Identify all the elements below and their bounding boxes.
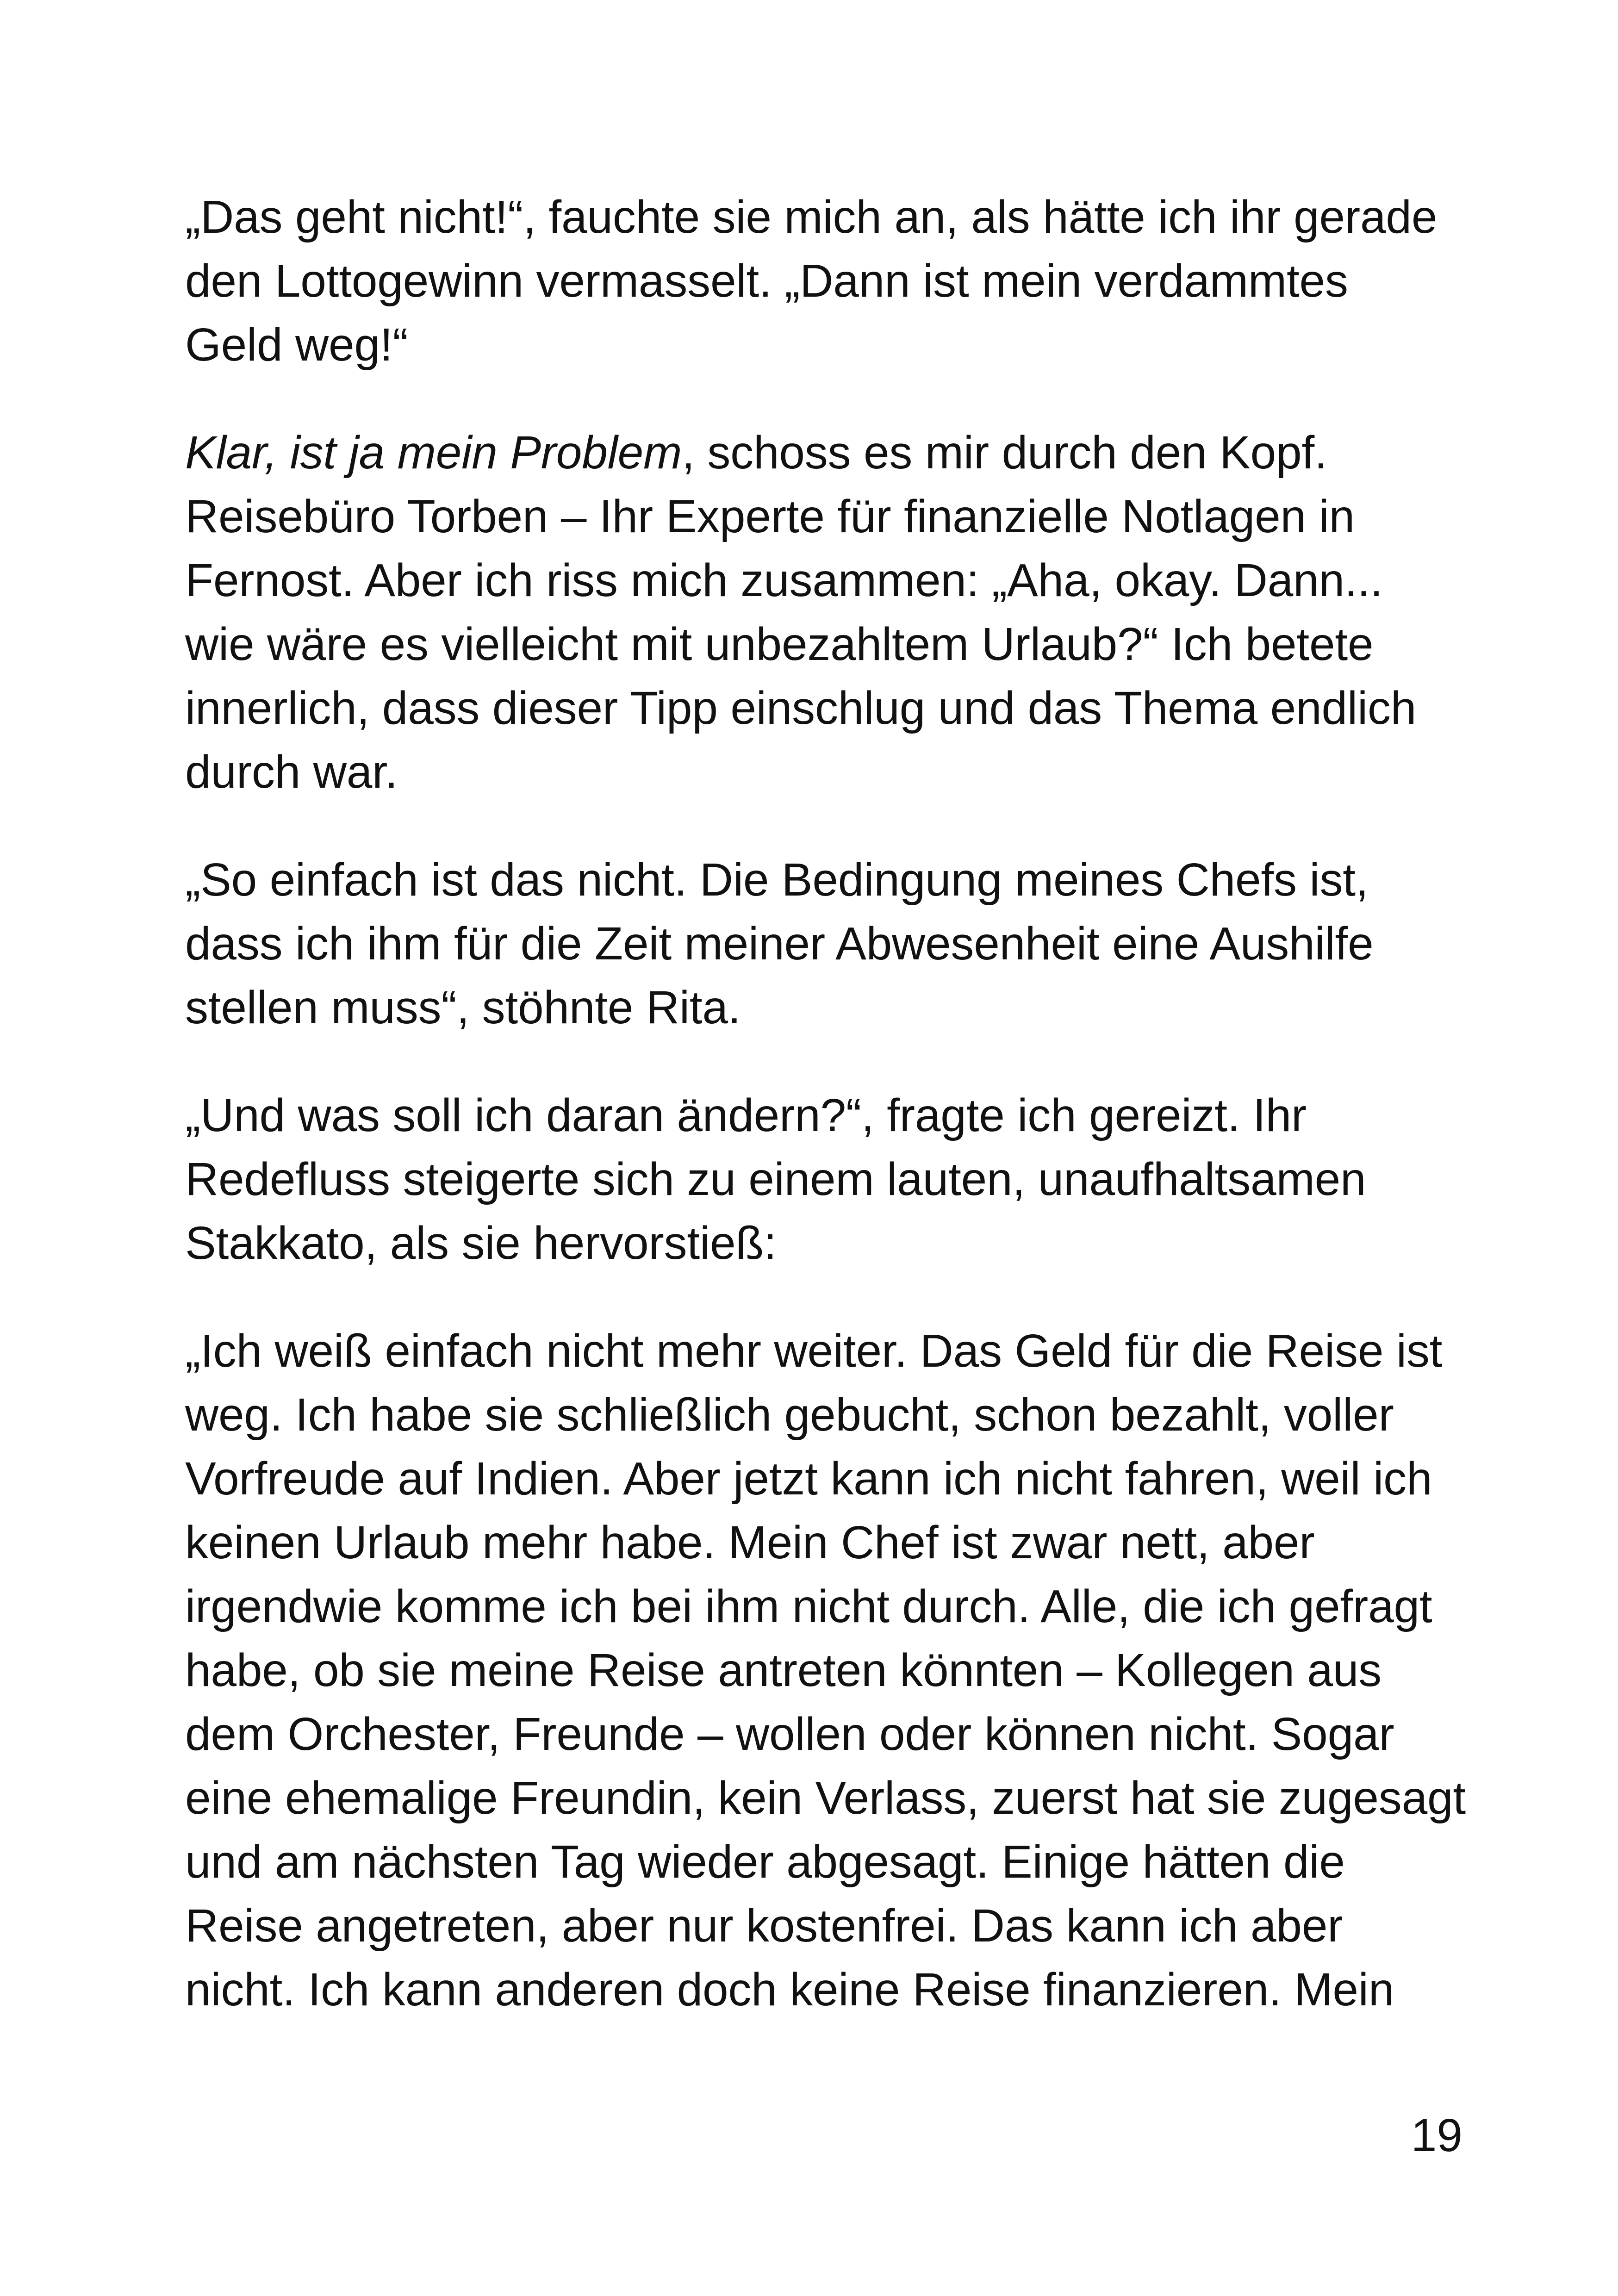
page-number: 19	[1411, 2109, 1462, 2161]
text-line: Vorfreude auf Indien. Aber jetzt kann ich nicht fahren, weil ich	[185, 1453, 1432, 1505]
paragraph	[185, 421, 1462, 804]
text-line: Reise angetreten, aber nur kostenfrei. Das kann ich aber	[185, 1900, 1343, 1952]
text-line: dass ich ihm für die Zeit meiner Abwesenheit eine Aushilfe	[185, 918, 1374, 970]
text-fragment: , schoss es mir durch den Kopf.	[682, 427, 1327, 479]
paragraph	[185, 1083, 1462, 1275]
text-line: nicht. Ich kann anderen doch keine Reise finanzieren. Mein	[185, 1964, 1394, 2016]
paragraph	[185, 848, 1462, 1039]
text-line: weg. Ich habe sie schließlich gebucht, schon bezahlt, voller	[185, 1389, 1394, 1441]
text-line: stellen muss“, stöhnte Rita.	[185, 982, 741, 1033]
text-line: „So einfach ist das nicht. Die Bedingung meines Chefs ist,	[185, 854, 1369, 906]
text-line: dem Orchester, Freunde – wollen oder können nicht. Sogar	[185, 1708, 1394, 1760]
text-line: keinen Urlaub mehr habe. Mein Chef ist zwar nett, aber	[185, 1517, 1315, 1568]
text-line: durch war.	[185, 746, 398, 798]
paragraph	[185, 185, 1462, 377]
text-line: Redefluss steigerte sich zu einem lauten, unaufhaltsamen	[185, 1153, 1366, 1205]
text-line: wie wäre es vielleicht mit unbezahltem Urlaub?“ Ich betete	[185, 618, 1374, 670]
text-line: Reisebüro Torben – Ihr Experte für finanzielle Notlagen in	[185, 491, 1355, 542]
text-line: Fernost. Aber ich riss mich zusammen: „Aha, okay. Dann...	[185, 554, 1383, 606]
text-line	[185, 421, 1462, 485]
paragraph	[185, 1319, 1466, 2022]
text-line: „Und was soll ich daran ändern?“, fragte ich gereizt. Ihr	[185, 1089, 1307, 1141]
text-line: Stakkato, als sie hervorstieß:	[185, 1217, 777, 1269]
text-line: Geld weg!“	[185, 319, 408, 371]
text-line: den Lottogewinn vermasselt. „Dann ist mein verdammtes	[185, 255, 1348, 307]
text-line: „Ich weiß einfach nicht mehr weiter. Das Geld für die Reise ist	[185, 1325, 1443, 1377]
text-line: und am nächsten Tag wieder abgesagt. Einige hätten die	[185, 1836, 1345, 1888]
text-line: irgendwie komme ich bei ihm nicht durch. Alle, die ich gefragt	[185, 1580, 1432, 1632]
text-line: habe, ob sie meine Reise antreten könnten – Kollegen aus	[185, 1644, 1382, 1696]
italic-phrase: Klar, ist ja mein Problem	[185, 427, 682, 479]
text-line: „Das geht nicht!“, fauchte sie mich an, als hätte ich ihr gerade	[185, 191, 1438, 243]
text-line: innerlich, dass dieser Tipp einschlug und das Thema endlich	[185, 682, 1417, 734]
text-line: eine ehemalige Freundin, kein Verlass, zuerst hat sie zugesagt	[185, 1772, 1466, 1824]
body-text	[185, 185, 1466, 2066]
